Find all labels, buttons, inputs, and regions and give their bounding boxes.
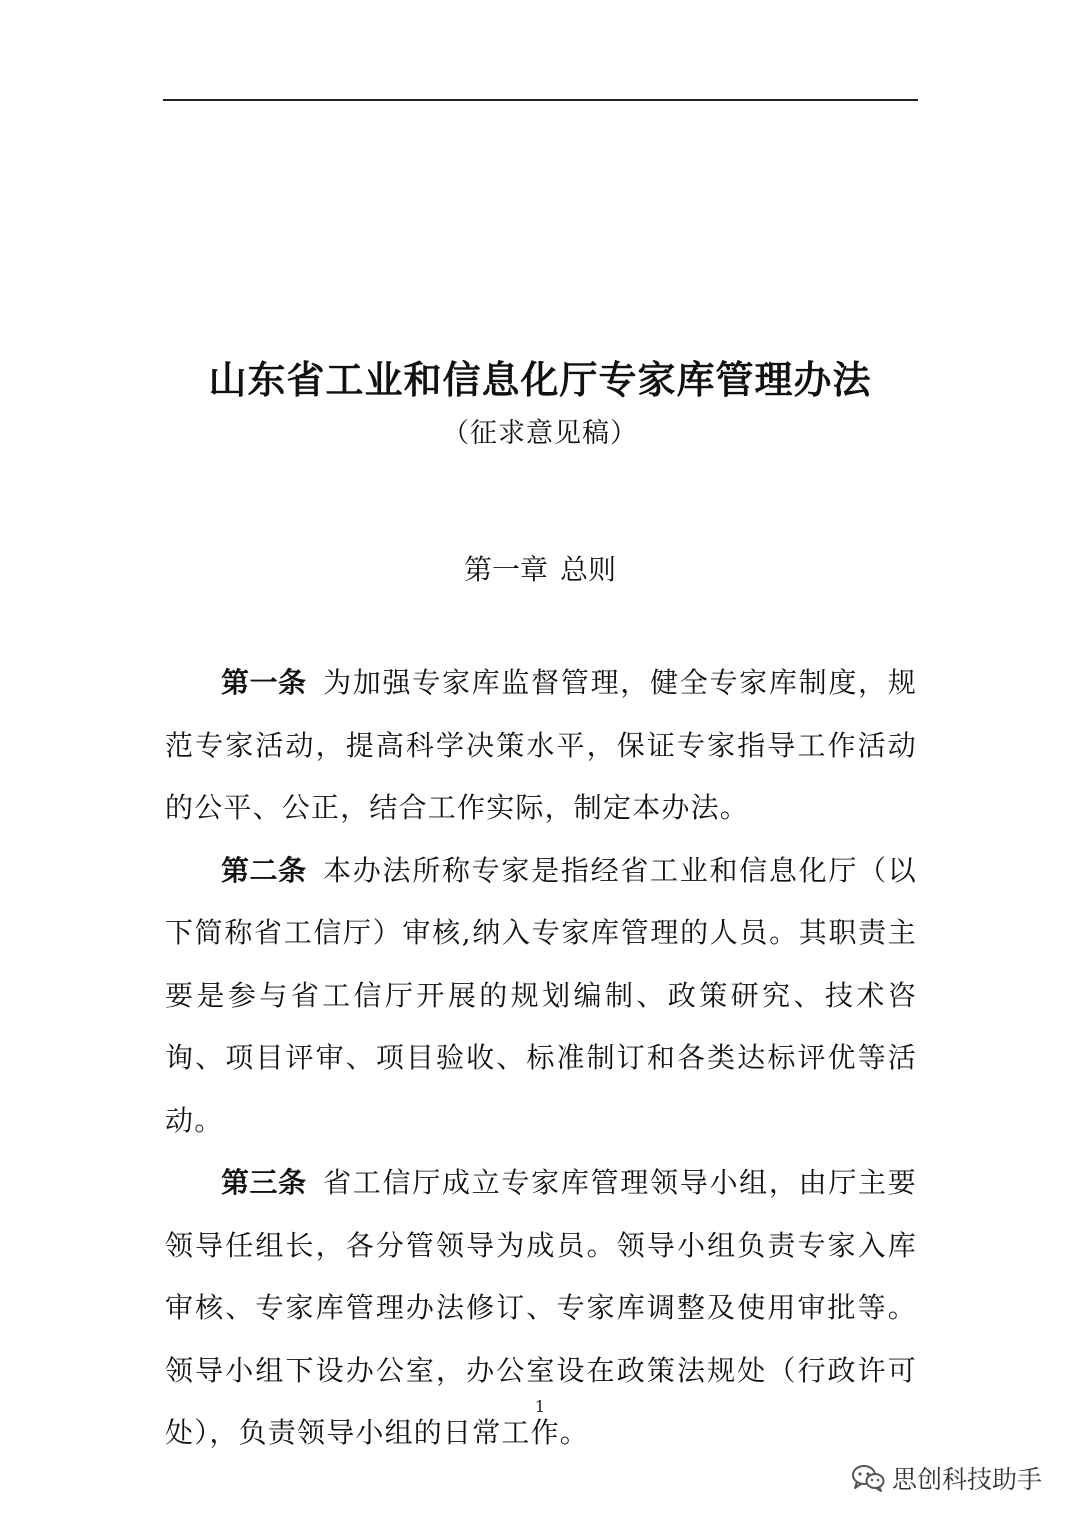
- article-label: 第二条: [221, 853, 307, 887]
- article-2: [165, 840, 917, 1153]
- article-text: 本办法所称专家是指经省工业和信息化厅（以下简称省工信厅）审核,纳入专家库管理的人员。其职责主要是参与省工信厅开展的规划编制、政策研究、技术咨询、项目评审、项目验收、标准制订和各类达标评优等活动。: [165, 853, 917, 1137]
- wechat-icon: [850, 1463, 886, 1493]
- article-label: 第一条: [221, 666, 307, 699]
- article-label: 第三条: [221, 1166, 307, 1199]
- page-number: 1: [534, 1397, 546, 1416]
- watermark: [850, 1456, 1042, 1500]
- chapter-number: 第一章: [463, 553, 548, 586]
- header-rule: [163, 99, 918, 101]
- article-1: [165, 652, 917, 840]
- article-text: 为加强专家库监督管理，健全专家库制度，规范专家活动，提高科学决策水平，保证专家指导工作活动的公平、公正，结合工作实际，制定本办法。: [165, 666, 917, 824]
- article-text: 省工信厅成立专家库管理领导小组，由厅主要领导任组长，各分管领导为成员。领导小组负责专家入库审核、专家库管理办法修订、专家库调整及使用审批等。领导小组下设办公室，办公室设在政策法规处（行政许可处），负责领导小组的日常工作。: [165, 1166, 917, 1449]
- chapter-heading: [0, 548, 1080, 592]
- document-title: 山东省工业和信息化厅专家库管理办法: [208, 357, 872, 403]
- document-subtitle: （征求意见稿）: [442, 418, 638, 449]
- chapter-name: 总则: [560, 553, 617, 586]
- document-body: [165, 652, 917, 1465]
- watermark-text: 思创科技助手: [891, 1465, 1042, 1494]
